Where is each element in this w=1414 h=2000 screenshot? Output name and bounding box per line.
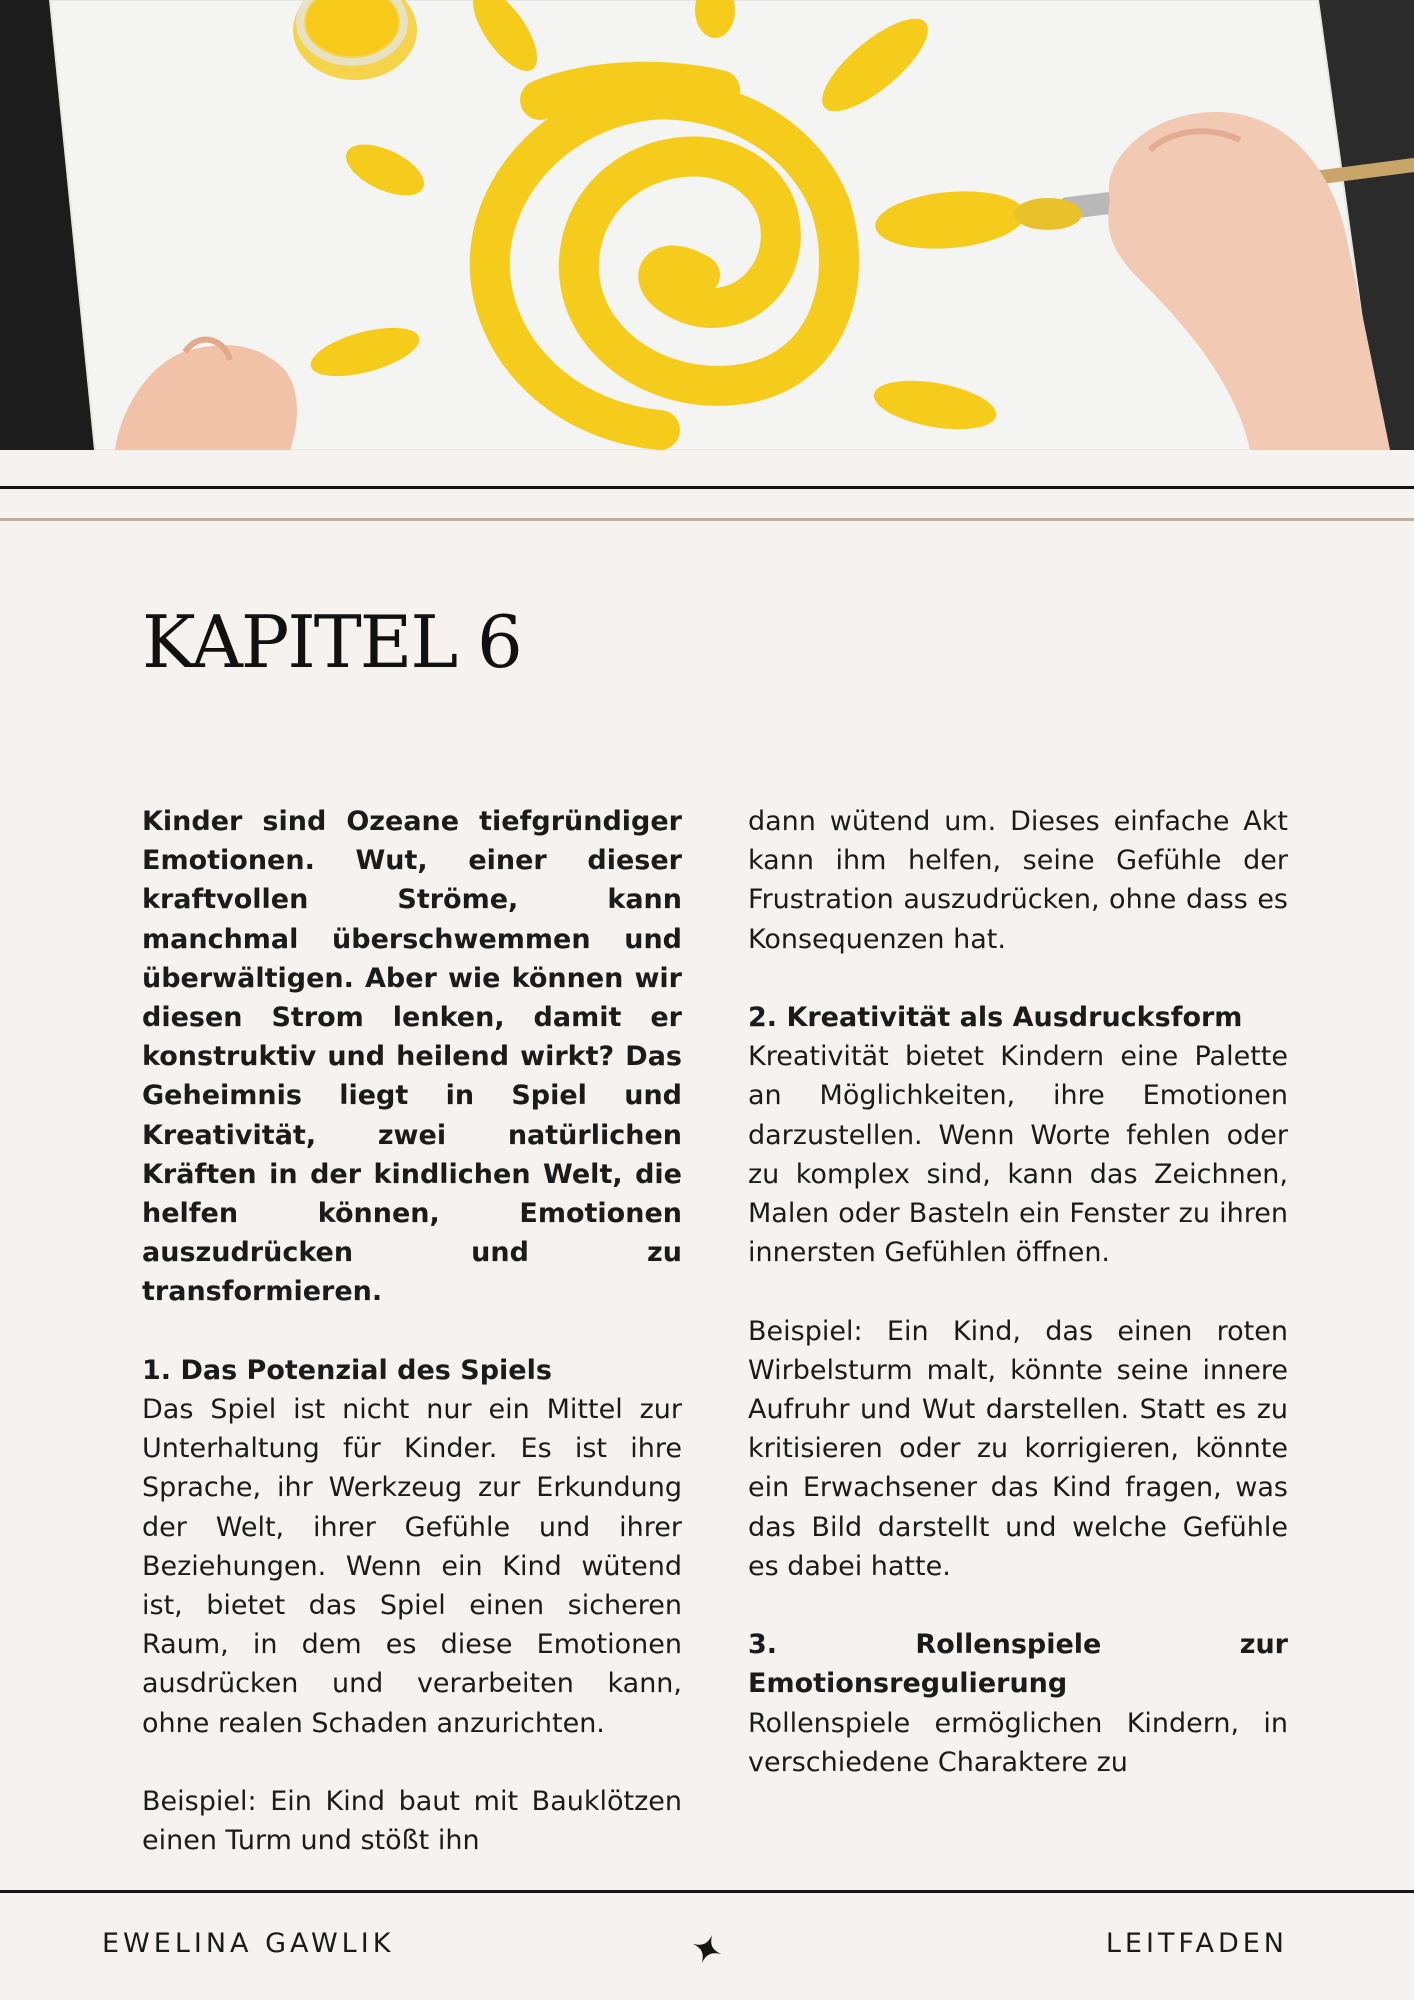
section-heading: 3. Rollenspiele zur Emotionsregulierung <box>748 1629 1288 1700</box>
chapter-title: KAPITEL 6 <box>142 600 521 684</box>
section-body: Kreativität bietet Kindern eine Palette an Möglichkeiten, ihre Emotionen darzustellen. Wenn Worte fehlen oder zu komplex sind, kann das Zeichnen, Malen oder Basteln ein Fenster zu ihren innersten Gefühlen öffnen. <box>748 1041 1288 1269</box>
section-body: Das Spiel ist nicht nur ein Mittel zur Unterhaltung für Kinder. Es ist ihre Sprache, ihr Werkzeug zur Erkundung der Welt, ihrer Gefühle und ihrer Beziehungen. Wenn ein Kind wütend ist, bietet das Spiel einen sicheren Raum, in dem es diese Emotionen ausdrücken und verarbeiten kann, ohne realen Schaden anzurichten. <box>142 1394 682 1739</box>
section-heading: 1. Das Potenzial des Spiels <box>142 1354 552 1386</box>
continuation-paragraph: dann wütend um. Dieses einfache Akt kann ihm helfen, seine Gefühle der Frustration auszudrücken, ohne dass es Konsequenzen hat. <box>748 806 1288 955</box>
section-body: Rollenspiele ermöglichen Kindern, in verschiedene Charaktere zu <box>748 1707 1288 1778</box>
intro-paragraph: Kinder sind Ozeane tiefgründiger Emotionen. Wut, einer dieser kraftvollen Ströme, kann manchmal überschwemmen und überwältigen. Aber wie können wir diesen Strom lenken, damit er konstruktiv und heilend wirkt? Das Geheimnis liegt in Spiel und Kreativität, zwei natürlichen Kräften in der kindlichen Welt, die helfen können, Emotionen auszudrücken und zu transformieren. <box>142 806 682 1308</box>
footer-author: EWELINA GAWLIK <box>102 1928 395 1959</box>
painting-illustration <box>0 0 1414 450</box>
right-column <box>748 802 1288 1782</box>
divider-line <box>0 486 1414 489</box>
header-photo <box>0 0 1414 450</box>
left-column <box>142 802 682 1860</box>
divider-line-accent <box>0 518 1414 521</box>
example-paragraph: Beispiel: Ein Kind baut mit Bauklötzen einen Turm und stößt ihn <box>142 1786 682 1857</box>
example-paragraph: Beispiel: Ein Kind, das einen roten Wirbelsturm malt, könnte seine innere Aufruhr und Wut darstellen. Statt es zu kritisieren oder zu korrigieren, könnte ein Erwachsener das Kind fragen, was das Bild darstellt und welche Gefühle es dabei hatte. <box>748 1315 1288 1582</box>
footer-divider <box>0 1890 1414 1893</box>
four-point-star-icon <box>690 1932 724 1966</box>
section-heading: 2. Kreativität als Ausdrucksform <box>748 1002 1243 1033</box>
footer-label: LEITFADEN <box>1105 1928 1288 1959</box>
